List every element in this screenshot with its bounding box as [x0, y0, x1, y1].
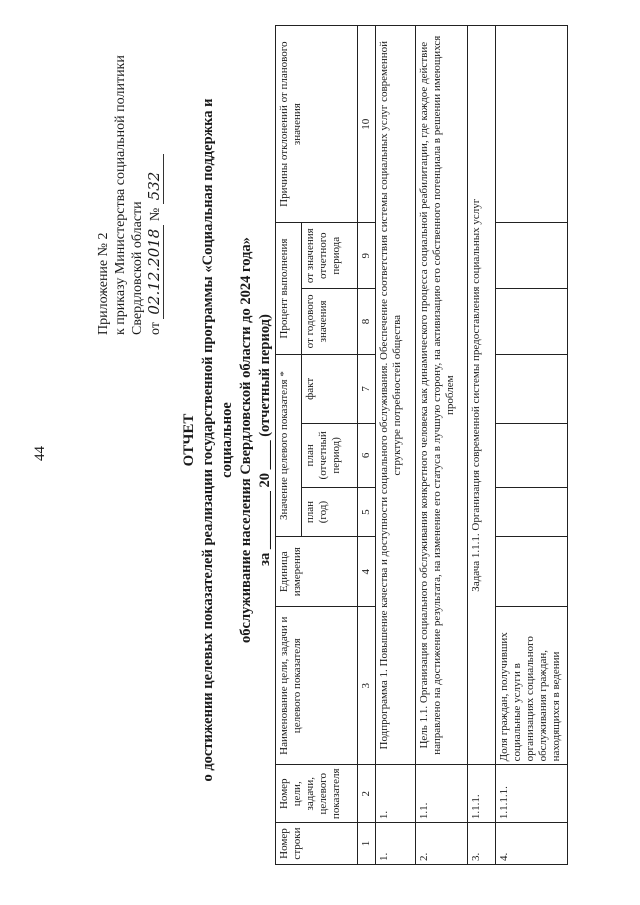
appendix-line-3: Свердловской области — [130, 201, 145, 335]
empty-cell — [496, 354, 568, 423]
header-plan-year: план (год) — [302, 487, 358, 537]
header-fact: факт — [302, 354, 358, 423]
indicator-name-cell: Доля граждан, получивших социальные услуги в организациях социального обслуживания граждан, находящихся в ведении — [496, 607, 568, 765]
column-number: 4 — [358, 537, 376, 607]
header-unit: Единица измерения — [276, 537, 358, 607]
goal-text: Цель 1.1. Организация социального обслуживания конкретного человека как динамического процесса социальной реабилитации, где каждое действие направлено на достижение результата, на изменение его статуса в лучшую сторону, на активизацию его собственного потенциала в решении имеющихся проблем — [416, 26, 468, 765]
empty-cell — [496, 423, 568, 487]
column-number: 5 — [358, 487, 376, 537]
column-number: 2 — [358, 765, 376, 823]
header-from-annual: от годового значения — [302, 289, 358, 355]
empty-cell — [496, 26, 568, 223]
header-goal-number: Номер цели, задачи, целевого показателя — [276, 765, 358, 823]
column-number: 6 — [358, 423, 376, 487]
row-number-cell: 2. — [416, 823, 468, 865]
handwritten-number: 532 — [145, 154, 164, 205]
empty-cell — [496, 537, 568, 607]
report-heading: ОТЧЕТ — [181, 413, 197, 467]
header-value-group: Значение целевого показателя * — [276, 354, 302, 537]
header-name: Наименование цели, задачи и целевого показателя — [276, 607, 358, 765]
table-row — [416, 26, 468, 865]
header-reasons: Причины отклонений от планового значения — [276, 26, 358, 223]
handwritten-date: 02.12.2018 — [145, 225, 164, 319]
table-row — [376, 26, 416, 865]
appendix-line-2: к приказу Министерства социальной политики — [113, 55, 128, 335]
column-number: 3 — [358, 607, 376, 765]
empty-cell — [496, 223, 568, 289]
column-number: 8 — [358, 289, 376, 355]
column-number: 9 — [358, 223, 376, 289]
title-block — [180, 60, 275, 820]
header-row-number: Номер строки — [276, 823, 358, 865]
number-label: № — [148, 207, 163, 222]
title-line-3: за ________ 20 ____ (отчетный период) — [257, 314, 273, 566]
task-text: Задача 1.1.1. Организация современной системы предоставления социальных услуг — [468, 26, 496, 765]
table-row — [468, 26, 496, 865]
page-number: 44 — [32, 446, 48, 461]
table-row — [496, 26, 568, 865]
empty-cell — [496, 487, 568, 537]
header-percent-group: Процент выполнения — [276, 223, 302, 354]
header-from-period: от значения отчетного периода — [302, 223, 358, 289]
row-number-cell: 4. — [496, 823, 568, 865]
title-line-2: обслуживание населения Свердловской области до 2024 года» — [238, 237, 254, 643]
column-number: 10 — [358, 26, 376, 223]
appendix-block — [95, 45, 164, 335]
header-plan-period: план (отчетный период) — [302, 423, 358, 487]
subprogram-text: Подпрограмма 1. Повышение качества и доступности социального обслуживания. Обеспечение соответствия системы социальных услуг современной структуре потребностей общества — [376, 26, 416, 765]
column-number: 1 — [358, 823, 376, 865]
goal-number-cell: 1.1. — [416, 765, 468, 823]
row-number-cell: 1. — [376, 823, 416, 865]
title-line-1: о достижении целевых показателей реализации государственной программы «Социальная поддержка и социальное — [200, 98, 235, 782]
goal-number-cell: 1.1.1. — [468, 765, 496, 823]
empty-cell — [496, 289, 568, 355]
row-number-cell: 3. — [468, 823, 496, 865]
column-number: 7 — [358, 354, 376, 423]
goal-number-cell: 1. — [376, 765, 416, 823]
appendix-line-4 — [146, 45, 164, 335]
report-table — [275, 25, 568, 865]
date-prefix: от — [148, 322, 163, 335]
goal-number-cell: 1.1.1.1. — [496, 765, 568, 823]
appendix-line-1: Приложение № 2 — [96, 232, 111, 335]
column-number-row — [358, 26, 376, 865]
